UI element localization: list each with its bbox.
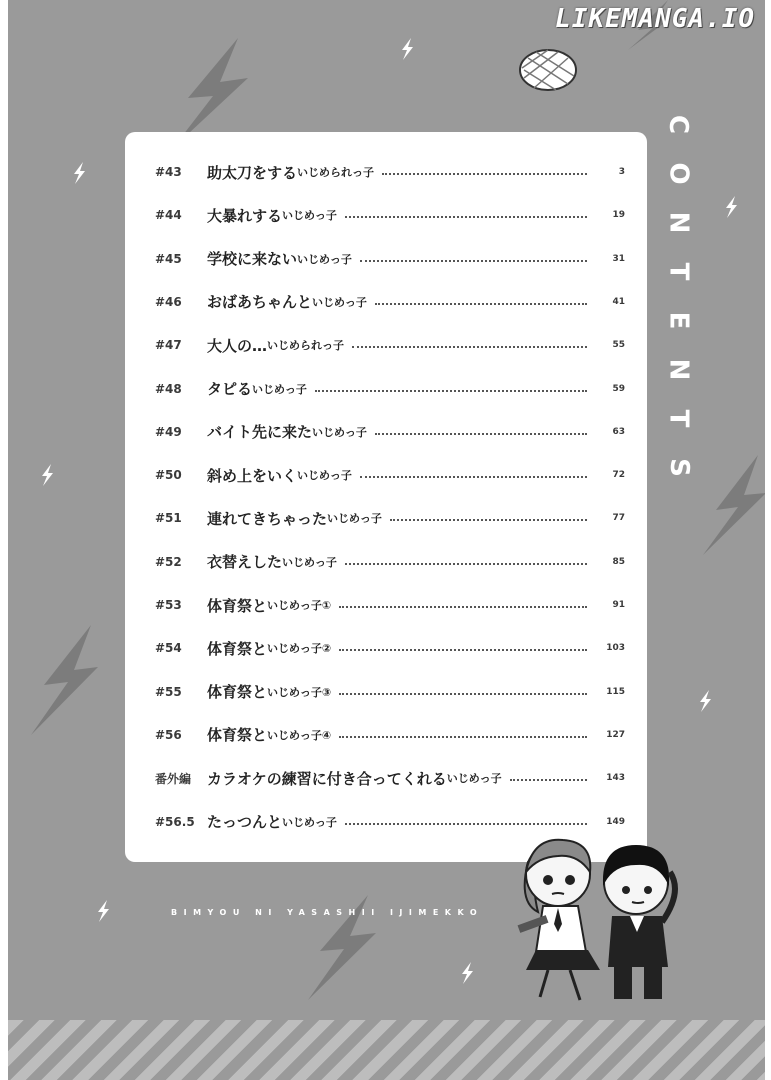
chapter-title-suffix: いじめっ子 bbox=[297, 252, 352, 266]
toc-entry[interactable] bbox=[125, 677, 647, 707]
chapter-number: #50 bbox=[155, 468, 182, 483]
chapter-title: 斜め上をいく bbox=[207, 466, 298, 485]
dot-leader bbox=[315, 390, 587, 392]
striped-footer-band bbox=[8, 1020, 765, 1080]
chapter-title: カラオケの練習に付き合ってくれる bbox=[207, 769, 447, 788]
chapter-number: #48 bbox=[155, 381, 182, 396]
toc-entry[interactable] bbox=[125, 417, 647, 447]
toc-entry[interactable] bbox=[125, 503, 647, 533]
toc-entry[interactable] bbox=[125, 633, 647, 663]
contents-letter: N bbox=[663, 358, 694, 381]
contents-letter: S bbox=[663, 458, 694, 477]
chapter-number: #44 bbox=[155, 208, 182, 223]
page-number: 63 bbox=[612, 426, 625, 437]
chapter-number: #49 bbox=[155, 424, 182, 439]
chapter-title: 体育祭と bbox=[207, 683, 268, 702]
page-number: 31 bbox=[612, 253, 625, 264]
contents-letter: T bbox=[663, 409, 694, 428]
toc-entry[interactable] bbox=[125, 287, 647, 317]
dot-leader bbox=[352, 346, 587, 348]
chapter-title-suffix: いじめっ子 bbox=[252, 382, 307, 396]
melon-bread-icon bbox=[518, 44, 578, 92]
dot-leader bbox=[345, 823, 587, 825]
page-number: 91 bbox=[612, 600, 625, 610]
toc-entry[interactable] bbox=[125, 460, 647, 490]
page-number: 149 bbox=[606, 816, 625, 827]
chapter-number: #43 bbox=[155, 165, 182, 179]
chapter-title: 体育祭と bbox=[207, 726, 268, 745]
chapter-number: #55 bbox=[155, 684, 182, 699]
contents-letter: E bbox=[663, 311, 694, 330]
spark-icon bbox=[400, 38, 414, 60]
chapter-title-suffix: いじめられっ子 bbox=[297, 166, 375, 179]
chapter-number: #45 bbox=[155, 251, 182, 266]
series-romaji-title: BIMYOU NI YASASHII IJIMEKKO bbox=[171, 908, 484, 917]
dot-leader bbox=[339, 736, 587, 738]
chapter-number: #56 bbox=[155, 727, 182, 742]
page-number: 3 bbox=[618, 167, 625, 177]
toc-entry[interactable] bbox=[125, 200, 647, 230]
chapter-title: 連れてきちゃった bbox=[207, 509, 328, 528]
lightning-bolt-icon bbox=[698, 455, 765, 555]
toc-entry[interactable] bbox=[125, 590, 647, 620]
chapter-title: 大人の… bbox=[207, 336, 268, 355]
chapter-number: #52 bbox=[155, 554, 182, 569]
spark-icon bbox=[724, 196, 738, 218]
dot-leader bbox=[375, 433, 587, 435]
chapter-title-suffix: いじめられっ子 bbox=[267, 339, 345, 353]
page-number: 72 bbox=[612, 470, 625, 481]
chapter-number: 番外編 bbox=[155, 771, 192, 786]
dot-leader bbox=[345, 563, 587, 565]
chapter-title-suffix: いじめっ子 bbox=[327, 512, 382, 526]
chapter-number: #54 bbox=[155, 641, 182, 656]
toc-entry[interactable] bbox=[125, 374, 647, 404]
dot-leader bbox=[382, 173, 587, 175]
chapter-title: 衣替えした bbox=[207, 553, 283, 572]
toc-entry[interactable] bbox=[125, 244, 647, 274]
chapter-number: #46 bbox=[155, 294, 182, 309]
page-number: 103 bbox=[606, 643, 625, 654]
chapter-title-suffix: いじめっ子 bbox=[446, 772, 502, 786]
chapter-title: 学校に来ない bbox=[207, 250, 298, 269]
manga-page bbox=[8, 0, 765, 1080]
chapter-number: #53 bbox=[155, 598, 182, 612]
dot-leader bbox=[510, 779, 587, 781]
contents-letter: T bbox=[663, 262, 694, 281]
chapter-number: #56.5 bbox=[155, 814, 195, 829]
table-of-contents bbox=[125, 132, 647, 862]
page-number: 143 bbox=[606, 773, 625, 784]
chapter-number: #47 bbox=[155, 338, 182, 353]
chapter-title: おばあちゃんと bbox=[207, 293, 313, 312]
chapter-title: 助太刀をする bbox=[207, 163, 298, 182]
spark-icon bbox=[460, 962, 474, 984]
chapter-title-suffix: いじめっ子③ bbox=[267, 685, 332, 699]
page-number: 115 bbox=[606, 686, 625, 697]
chapter-title-suffix: いじめっ子 bbox=[312, 425, 367, 439]
chapter-title-suffix: いじめっ子 bbox=[297, 469, 352, 483]
chapter-title-suffix: いじめっ子② bbox=[267, 642, 332, 656]
spark-icon bbox=[698, 690, 712, 712]
chapter-title-suffix: いじめっ子 bbox=[282, 555, 337, 569]
page-number: 77 bbox=[612, 513, 625, 524]
chapter-title-suffix: いじめっ子 bbox=[282, 209, 337, 223]
page-number: 127 bbox=[606, 729, 625, 740]
spark-icon bbox=[40, 464, 54, 486]
page-number: 55 bbox=[612, 340, 625, 351]
toc-entry[interactable] bbox=[125, 763, 647, 793]
spark-icon bbox=[72, 162, 86, 184]
chapter-title: バイト先に来た bbox=[207, 423, 313, 442]
chapter-title: 大暴れする bbox=[207, 206, 283, 225]
contents-heading bbox=[658, 100, 698, 492]
toc-entry[interactable] bbox=[125, 330, 647, 360]
lightning-bolt-icon bbox=[26, 625, 101, 735]
chapter-title: 体育祭と bbox=[207, 639, 268, 658]
dot-leader bbox=[375, 303, 587, 305]
chapter-title-suffix: いじめっ子④ bbox=[267, 728, 332, 742]
chapter-title-suffix: いじめっ子 bbox=[282, 815, 337, 829]
page-number: 59 bbox=[612, 383, 625, 394]
dot-leader bbox=[360, 260, 587, 262]
toc-entry[interactable] bbox=[125, 720, 647, 750]
dot-leader bbox=[360, 476, 587, 478]
spark-icon bbox=[96, 900, 110, 922]
chapter-number: #51 bbox=[155, 511, 182, 526]
chapter-title: たっつんと bbox=[207, 813, 283, 831]
site-watermark: LIKEMANGA.IO bbox=[555, 4, 755, 34]
dot-leader bbox=[345, 216, 587, 218]
dot-leader bbox=[339, 693, 587, 695]
chapter-title: タピる bbox=[207, 380, 253, 398]
dot-leader bbox=[339, 606, 587, 608]
contents-letter: C bbox=[663, 114, 694, 135]
dot-leader bbox=[390, 519, 587, 521]
contents-letter: O bbox=[663, 162, 694, 185]
toc-entry[interactable] bbox=[125, 157, 647, 187]
chibi-characters-illustration bbox=[508, 832, 698, 1007]
chapter-title-suffix: いじめっ子 bbox=[312, 295, 367, 309]
chapter-title: 体育祭と bbox=[207, 596, 268, 615]
page-number: 19 bbox=[612, 210, 625, 221]
page-number: 41 bbox=[612, 296, 625, 307]
toc-entry[interactable] bbox=[125, 547, 647, 577]
contents-letter: N bbox=[663, 211, 694, 234]
page-number: 85 bbox=[612, 556, 625, 567]
chapter-title-suffix: いじめっ子① bbox=[267, 599, 332, 612]
dot-leader bbox=[339, 649, 587, 651]
